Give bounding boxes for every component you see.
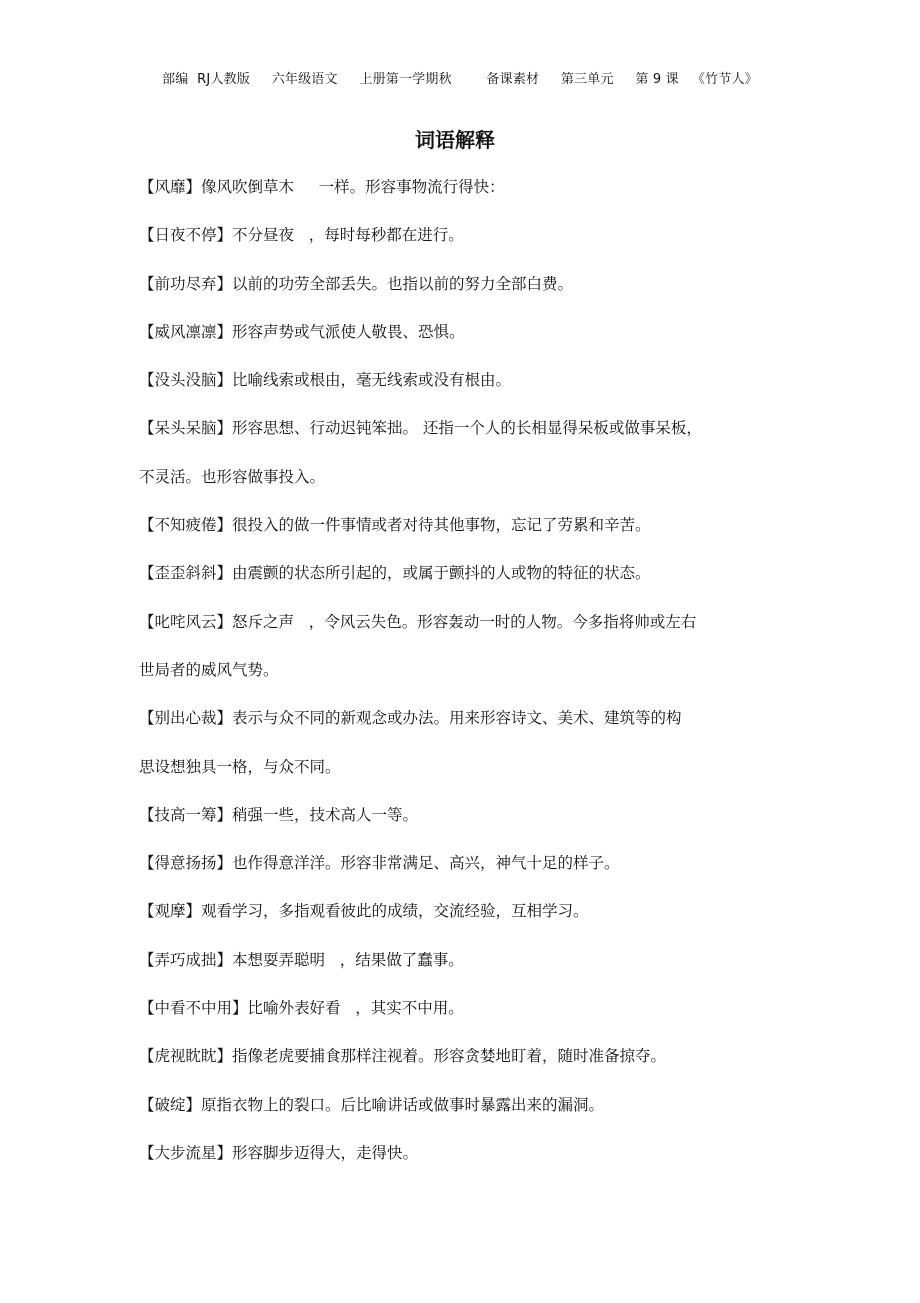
list-item-continuation: 不灵活。也形容做事投入。 (139, 467, 326, 486)
page-header: 部编 RJ人教版 六年级语文 上册第一学期秋 备课素材 第三单元 第 9 课 《竹节人》 (162, 72, 758, 87)
list-item: 【虎视眈眈】指像老虎要捕食那样注视着。形容贪婪地盯着，随时准备掠夺。 (139, 1047, 667, 1066)
list-item: 【歪歪斜斜】由震颤的状态所引起的，或属于颤抖的人或物的特征的状态。 (139, 564, 651, 583)
page-title: 词语解释 (415, 128, 495, 152)
list-item: 【中看不中用】比喻外表好看 ，其实不中用。 (139, 999, 464, 1018)
list-item: 【观摩】观看学习，多指观看彼此的成绩，交流经验，互相学习。 (139, 902, 589, 921)
list-item: 【大步流星】形容脚步迈得大，走得快。 (139, 1143, 419, 1162)
list-item: 【得意扬扬】也作得意洋洋。形容非常满足、高兴，神气十足的样子。 (139, 854, 620, 873)
list-item-continuation: 思设想独具一格，与众不同。 (139, 757, 341, 776)
list-item: 【破绽】原指衣物上的裂口。后比喻讲话或做事时暴露出来的漏洞。 (139, 1095, 605, 1114)
list-item: 【风靡】像风吹倒草木 一样。形容事物流行得快： (139, 178, 505, 196)
list-item: 【弄巧成拙】本想耍弄聪明 ，结果做了蠢事。 (139, 950, 464, 969)
list-item: 【技高一筹】稍强一些，技术高人一等。 (139, 805, 419, 824)
list-item: 【没头没脑】比喻线索或根由，毫无线索或没有根由。 (139, 371, 512, 390)
list-item: 【呆头呆脑】形容思想、行动迟钝笨拙。 还指一个人的长相显得呆板或做事呆板， (139, 419, 702, 438)
list-item: 【叱咤风云】怒斥之声 ，令风云失色。形容轰动一时的人物。今多指将帅或左右 (139, 612, 697, 631)
list-item: 【日夜不停】不分昼夜 ，每时每秒都在进行。 (139, 226, 464, 245)
list-item: 【别出心裁】表示与众不同的新观念或办法。用来形容诗文、美术、建筑等的构 (139, 709, 682, 728)
list-item: 【不知疲倦】很投入的做一件事情或者对待其他事物，忘记了劳累和辛苦。 (139, 516, 651, 535)
vocabulary-list (139, 171, 789, 1185)
list-item: 【前功尽弃】以前的功劳全部丢失。也指以前的努力全部白费。 (139, 274, 574, 293)
list-item: 【威风凛凛】形容声势或气派使人敬畏、恐惧。 (139, 322, 465, 341)
list-item-continuation: 世局者的威风气势。 (139, 660, 279, 679)
